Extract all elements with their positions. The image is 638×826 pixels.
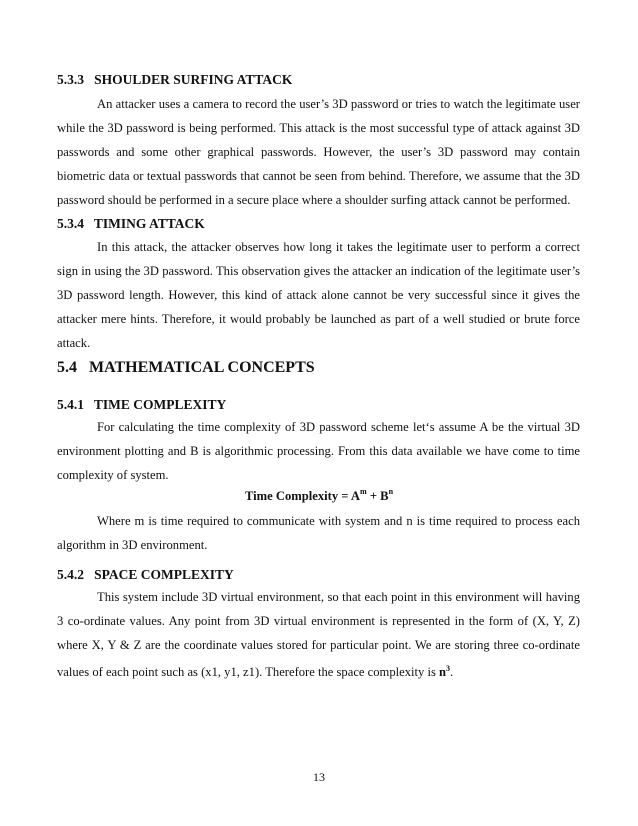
formula-text: Time Complexity = A: [244, 489, 361, 504]
paragraph-shoulder-surfing: [57, 92, 580, 212]
space-complexity-result: $n^3$: [439, 664, 451, 680]
section-number: 5.4.1: [57, 397, 84, 412]
section-number: 5.4: [57, 359, 77, 376]
section-title: TIMING ATTACK: [93, 216, 205, 231]
formula-exponent-n: n: [388, 487, 394, 496]
paragraph-space-complexity: This system include 3D virtual environment, so that each point in this environment will having 3 co-ordinate values. Any point from 3D virtual environment is represented in the form of (X, Y, Z) where X, Y & Z are the coordinate values stored for particular point. We are storing three co-ordinate values of each point such as (x1, y1, z1). Therefore the space complexity is $n^3$.: [57, 590, 580, 680]
heading-5-3-4: [57, 216, 205, 232]
paragraph-text: In this attack, the attacker observes how long it takes the legitimate user to perform a correct sign in using the 3D password. This observation gives the attacker an indication of the legitimate user’s 3D password length. However, this kind of attack alone cannot be very successful since it gives the attacker mere hints. Therefore, it would probably be launched as part of a well studied or brute force attack.: [57, 240, 580, 350]
paragraph-text: Where m is time required to communicate with system and n is time required to process each algorithm in 3D environment.: [57, 514, 580, 552]
section-number: 5.3.3: [57, 72, 84, 87]
section-title: TIME COMPLEXITY: [93, 397, 227, 412]
section-title: SPACE COMPLEXITY: [94, 567, 234, 582]
paragraph-text: For calculating the time complexity of 3D password scheme let‘s assume A be the virtual 3D environment plotting and B is algorithmic processing. From this data available we have come to time complexity of system.: [57, 420, 580, 482]
heading-5-4-1: [57, 397, 226, 413]
time-complexity-formula: [0, 488, 638, 504]
section-title: SHOULDER SURFING ATTACK: [94, 72, 293, 87]
page-number: 13: [313, 770, 325, 784]
paragraph-formula-explanation: [57, 509, 580, 557]
section-number: 5.4.2: [57, 567, 84, 582]
heading-5-3-3: [57, 72, 292, 88]
formula-exponent-m: m: [360, 487, 367, 496]
heading-5-4: [57, 359, 315, 377]
paragraph-timing-attack: [57, 235, 580, 355]
heading-5-4-2: [57, 567, 234, 583]
paragraph-text: This system include 3D virtual environment, so that each point in this environment will having 3 co-ordinate values. Any point from 3D virtual environment is represented in the form of (X, Y, Z) where X, Y & Z are the coordinate values stored for particular point. We are storing three co-ordinate values of each point such as (x1, y1, z1). Therefore the space complexity is: [57, 590, 580, 680]
section-number: 5.3.4: [57, 216, 84, 231]
paragraph-text: An attacker uses a camera to record the user’s 3D password or tries to watch the legitimate user while the 3D password is being performed. This attack is the most successful type of attack against 3D passwords and some other graphical passwords. However, the user’s 3D password may contain biometric data or textual passwords that cannot be seen from behind. Therefore, we assume that the 3D password should be performed in a secure place where a shoulder surfing attack cannot be performed.: [57, 97, 580, 207]
formula-text: + B: [366, 489, 389, 504]
paragraph-time-complexity: [57, 415, 580, 487]
section-title: MATHEMATICAL CONCEPTS: [89, 359, 315, 376]
